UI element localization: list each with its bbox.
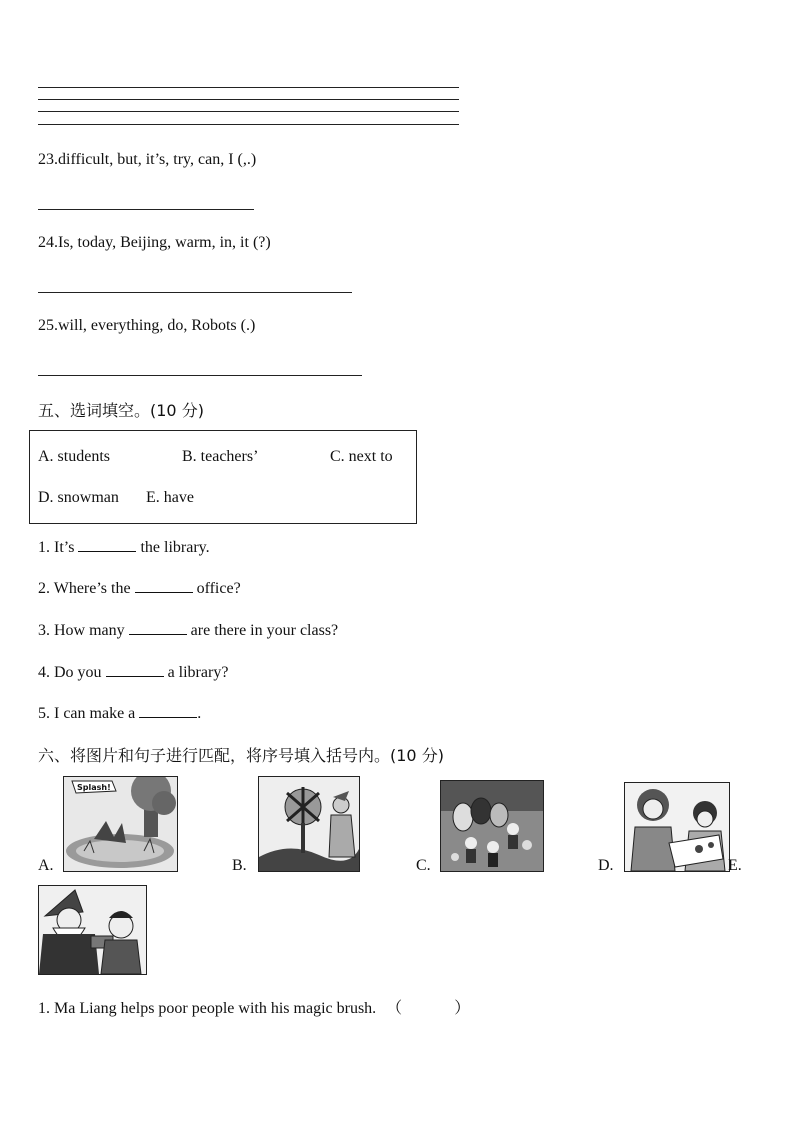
picture-d-girls	[624, 782, 730, 872]
question-words: will, everything, do, Robots (.)	[58, 317, 256, 334]
answer-paren-close: ）	[454, 1000, 471, 1017]
writing-line-3	[38, 111, 459, 112]
picture-label-d: D.	[598, 857, 614, 874]
answer-line-25[interactable]	[38, 375, 362, 376]
fill-question-text: office?	[192, 580, 241, 597]
section-6-title: 六、将图片和句子进行匹配，将序号填入括号内。(10 分)	[38, 746, 444, 765]
question-number: 24.	[38, 234, 58, 251]
word-bank-box	[29, 430, 417, 524]
picture-b-brush	[258, 776, 360, 872]
fill-question-4	[38, 662, 228, 682]
picture-a-splash	[63, 776, 178, 872]
answer-line-23[interactable]	[38, 209, 254, 210]
picture-label-b: B.	[232, 857, 247, 874]
splash-text: Splash!	[77, 783, 111, 792]
fill-question-1	[38, 537, 210, 557]
option-e: E. have	[146, 489, 194, 506]
picture-label-c: C.	[416, 857, 431, 874]
picture-label-a: A.	[38, 857, 54, 874]
picture-c-eggs	[440, 780, 544, 872]
question-number: 23.	[38, 151, 58, 168]
answer-paren-open: （	[386, 1000, 403, 1017]
fill-question-text: the library.	[136, 539, 210, 556]
question-number: 25.	[38, 317, 58, 334]
fill-blank[interactable]	[106, 662, 164, 677]
option-c: C. next to	[330, 448, 393, 465]
fill-question-text: 3. How many	[38, 622, 129, 639]
picture-e-santa	[38, 885, 147, 975]
fill-blank[interactable]	[135, 578, 193, 593]
picture-label-e: E.	[728, 857, 742, 874]
fill-question-text: are there in your class?	[186, 622, 339, 639]
fill-question-text: 5. I can make a	[38, 705, 140, 722]
matching-sentence-1	[38, 995, 470, 1018]
answer-line-24[interactable]	[38, 292, 352, 293]
fill-blank[interactable]	[139, 703, 197, 718]
fill-question-3	[38, 620, 338, 640]
question-words: difficult, but, it’s, try, can, I (,.)	[58, 151, 257, 168]
option-d: D. snowman	[38, 489, 119, 506]
fill-question-text: .	[197, 705, 202, 722]
fill-question-2	[38, 578, 241, 598]
sentence-text: 1. Ma Liang helps poor people with his magic brush.	[38, 1000, 377, 1017]
question-23	[38, 151, 256, 169]
writing-line-1	[38, 87, 459, 88]
fill-blank[interactable]	[129, 620, 187, 635]
fill-question-text: 4. Do you	[38, 664, 106, 681]
writing-line-4	[38, 124, 459, 125]
question-25	[38, 317, 255, 335]
writing-line-2	[38, 99, 459, 100]
question-words: Is, today, Beijing, warm, in, it (?)	[58, 234, 271, 251]
option-b: B. teachers’	[182, 448, 259, 465]
fill-question-5	[38, 703, 201, 723]
fill-question-text: 2. Where’s the	[38, 580, 135, 597]
fill-question-text: 1. It’s	[38, 539, 79, 556]
section-5-title: 五、选词填空。(10 分)	[38, 401, 204, 420]
fill-blank[interactable]	[78, 537, 136, 552]
option-a: A. students	[38, 448, 110, 465]
fill-question-text: a library?	[163, 664, 229, 681]
question-24	[38, 234, 271, 252]
